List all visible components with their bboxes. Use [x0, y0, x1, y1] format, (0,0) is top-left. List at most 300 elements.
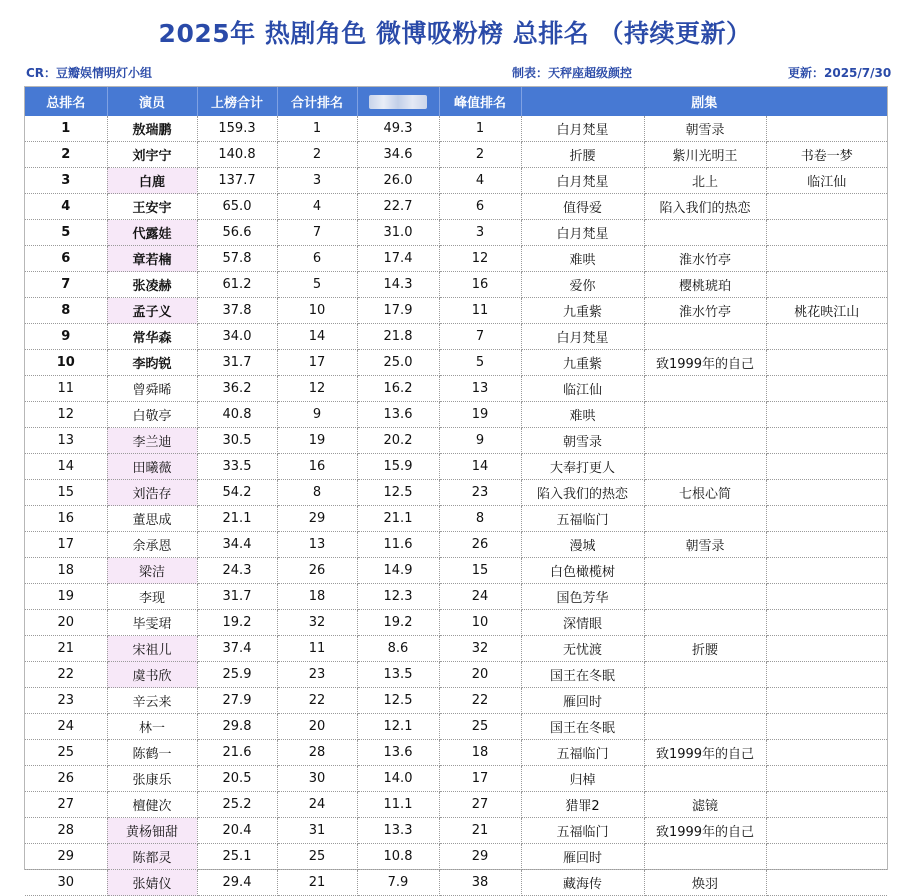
drama-cell-2: 朝雪录 [644, 116, 766, 142]
actor-cell: 李兰迪 [107, 428, 197, 454]
actor-cell: 章若楠 [107, 246, 197, 272]
peak-rank-cell: 13 [439, 376, 521, 402]
peak-rank-cell: 4 [439, 168, 521, 194]
header-total[interactable]: 上榜合计 [197, 87, 277, 116]
total-cell: 37.8 [197, 298, 277, 324]
peak-rank-cell: 32 [439, 636, 521, 662]
actor-cell: 董思成 [107, 506, 197, 532]
rank-cell: 5 [25, 220, 107, 246]
table-row [25, 740, 887, 766]
drama-cell-1: 爱你 [521, 272, 644, 298]
table-row [25, 350, 887, 376]
drama-cell-1: 五福临门 [521, 740, 644, 766]
rank-cell: 2 [25, 142, 107, 168]
total-rank-cell: 5 [277, 272, 357, 298]
blurred-header-text [369, 95, 427, 109]
rank-cell: 30 [25, 870, 107, 896]
drama-cell-3 [766, 506, 887, 532]
total-rank-cell: 6 [277, 246, 357, 272]
total-cell: 37.4 [197, 636, 277, 662]
rank-cell: 3 [25, 168, 107, 194]
peak-rank-cell: 18 [439, 740, 521, 766]
table-row [25, 194, 887, 220]
rank-cell: 24 [25, 714, 107, 740]
table-row [25, 584, 887, 610]
drama-cell-3 [766, 532, 887, 558]
actor-cell: 张凌赫 [107, 272, 197, 298]
table-row [25, 376, 887, 402]
drama-cell-3: 临江仙 [766, 168, 887, 194]
total-rank-cell: 9 [277, 402, 357, 428]
rank-cell: 26 [25, 766, 107, 792]
total-cell: 25.1 [197, 844, 277, 870]
peak-rank-cell: 10 [439, 610, 521, 636]
drama-cell-1: 无忧渡 [521, 636, 644, 662]
drama-cell-3 [766, 740, 887, 766]
blurred-value-cell: 12.5 [357, 480, 439, 506]
blurred-value-cell: 26.0 [357, 168, 439, 194]
drama-cell-3 [766, 350, 887, 376]
rank-cell: 16 [25, 506, 107, 532]
drama-cell-3 [766, 844, 887, 870]
table-row [25, 714, 887, 740]
total-cell: 29.8 [197, 714, 277, 740]
header-total-rank[interactable]: 合计排名 [277, 87, 357, 116]
rank-cell: 18 [25, 558, 107, 584]
drama-cell-2 [644, 714, 766, 740]
total-cell: 140.8 [197, 142, 277, 168]
rank-cell: 23 [25, 688, 107, 714]
total-rank-cell: 21 [277, 870, 357, 896]
drama-cell-2: 陷入我们的热恋 [644, 194, 766, 220]
table-row [25, 324, 887, 350]
header-peak-rank[interactable]: 峰值排名 [439, 87, 521, 116]
table-row [25, 766, 887, 792]
table-row [25, 532, 887, 558]
drama-cell-2 [644, 376, 766, 402]
blurred-value-cell: 49.3 [357, 116, 439, 142]
peak-rank-cell: 8 [439, 506, 521, 532]
blurred-value-cell: 19.2 [357, 610, 439, 636]
actor-cell: 王安宇 [107, 194, 197, 220]
total-cell: 61.2 [197, 272, 277, 298]
drama-cell-1: 五福临门 [521, 818, 644, 844]
table-row [25, 688, 887, 714]
actor-cell: 虞书欣 [107, 662, 197, 688]
actor-cell: 白敬亭 [107, 402, 197, 428]
peak-rank-cell: 20 [439, 662, 521, 688]
total-rank-cell: 11 [277, 636, 357, 662]
ranking-table-frame [24, 86, 888, 892]
drama-cell-3 [766, 558, 887, 584]
rank-cell: 4 [25, 194, 107, 220]
total-rank-cell: 17 [277, 350, 357, 376]
blurred-value-cell: 13.5 [357, 662, 439, 688]
table-row [25, 246, 887, 272]
actor-cell: 刘宇宁 [107, 142, 197, 168]
total-cell: 25.9 [197, 662, 277, 688]
rank-cell: 25 [25, 740, 107, 766]
total-cell: 20.4 [197, 818, 277, 844]
peak-rank-cell: 14 [439, 454, 521, 480]
peak-rank-cell: 19 [439, 402, 521, 428]
blurred-value-cell: 14.0 [357, 766, 439, 792]
total-rank-cell: 3 [277, 168, 357, 194]
table-row [25, 844, 887, 870]
blurred-value-cell: 22.7 [357, 194, 439, 220]
drama-cell-1: 难哄 [521, 402, 644, 428]
drama-cell-1: 归棹 [521, 766, 644, 792]
drama-cell-3 [766, 402, 887, 428]
drama-cell-1: 白月梵星 [521, 324, 644, 350]
drama-cell-2: 致1999年的自己 [644, 818, 766, 844]
drama-cell-2: 淮水竹亭 [644, 246, 766, 272]
drama-cell-2 [644, 402, 766, 428]
blurred-value-cell: 14.9 [357, 558, 439, 584]
rank-cell: 12 [25, 402, 107, 428]
drama-cell-3 [766, 428, 887, 454]
total-rank-cell: 20 [277, 714, 357, 740]
blurred-value-cell: 12.1 [357, 714, 439, 740]
total-cell: 56.6 [197, 220, 277, 246]
actor-cell: 张婧仪 [107, 870, 197, 896]
drama-cell-3 [766, 766, 887, 792]
total-cell: 27.9 [197, 688, 277, 714]
table-row [25, 610, 887, 636]
table-header [25, 87, 887, 116]
drama-cell-1: 漫城 [521, 532, 644, 558]
actor-cell: 林一 [107, 714, 197, 740]
blurred-value-cell: 17.9 [357, 298, 439, 324]
drama-cell-2 [644, 220, 766, 246]
rank-cell: 13 [25, 428, 107, 454]
total-cell: 65.0 [197, 194, 277, 220]
total-rank-cell: 10 [277, 298, 357, 324]
total-cell: 21.1 [197, 506, 277, 532]
rank-cell: 22 [25, 662, 107, 688]
header-actor[interactable]: 演员 [107, 87, 197, 116]
drama-cell-3 [766, 194, 887, 220]
actor-cell: 曾舜晞 [107, 376, 197, 402]
total-cell: 137.7 [197, 168, 277, 194]
drama-cell-2 [644, 844, 766, 870]
table-row [25, 428, 887, 454]
peak-rank-cell: 29 [439, 844, 521, 870]
total-rank-cell: 29 [277, 506, 357, 532]
maker-label: 制表：天秤座超级颜控 [512, 66, 633, 80]
drama-cell-3 [766, 246, 887, 272]
peak-rank-cell: 6 [439, 194, 521, 220]
total-cell: 20.5 [197, 766, 277, 792]
total-rank-cell: 24 [277, 792, 357, 818]
total-rank-cell: 13 [277, 532, 357, 558]
total-rank-cell: 1 [277, 116, 357, 142]
drama-cell-3 [766, 792, 887, 818]
credit-label: CR：豆瓣娱情明灯小组 [26, 66, 153, 80]
drama-cell-1: 白月梵星 [521, 220, 644, 246]
rank-cell: 9 [25, 324, 107, 350]
total-rank-cell: 30 [277, 766, 357, 792]
peak-rank-cell: 1 [439, 116, 521, 142]
blurred-value-cell: 11.1 [357, 792, 439, 818]
rank-cell: 11 [25, 376, 107, 402]
total-cell: 25.2 [197, 792, 277, 818]
peak-rank-cell: 7 [439, 324, 521, 350]
peak-rank-cell: 22 [439, 688, 521, 714]
total-cell: 31.7 [197, 584, 277, 610]
table-row [25, 636, 887, 662]
actor-cell: 辛云来 [107, 688, 197, 714]
table-row [25, 818, 887, 844]
actor-cell: 常华森 [107, 324, 197, 350]
peak-rank-cell: 15 [439, 558, 521, 584]
peak-rank-cell: 25 [439, 714, 521, 740]
blurred-value-cell: 21.8 [357, 324, 439, 350]
total-cell: 24.3 [197, 558, 277, 584]
rank-cell: 7 [25, 272, 107, 298]
peak-rank-cell: 5 [439, 350, 521, 376]
drama-cell-2: 致1999年的自己 [644, 740, 766, 766]
page-title: 2025年 热剧角色 微博吸粉榜 总排名 （持续更新） [158, 19, 752, 48]
drama-cell-1: 折腰 [521, 142, 644, 168]
total-cell: 33.5 [197, 454, 277, 480]
blurred-value-cell: 31.0 [357, 220, 439, 246]
drama-cell-3 [766, 662, 887, 688]
table-row [25, 272, 887, 298]
drama-cell-2 [644, 324, 766, 350]
total-cell: 30.5 [197, 428, 277, 454]
total-rank-cell: 31 [277, 818, 357, 844]
drama-cell-3 [766, 610, 887, 636]
drama-cell-2: 北上 [644, 168, 766, 194]
total-rank-cell: 26 [277, 558, 357, 584]
total-rank-cell: 19 [277, 428, 357, 454]
blurred-value-cell: 13.6 [357, 402, 439, 428]
rank-cell: 28 [25, 818, 107, 844]
rank-cell: 20 [25, 610, 107, 636]
drama-cell-2 [644, 558, 766, 584]
drama-cell-2 [644, 766, 766, 792]
drama-cell-1: 九重紫 [521, 298, 644, 324]
drama-cell-3 [766, 870, 887, 896]
actor-cell: 敖瑞鹏 [107, 116, 197, 142]
ranking-table [25, 87, 887, 896]
drama-cell-2: 淮水竹亭 [644, 298, 766, 324]
total-rank-cell: 18 [277, 584, 357, 610]
drama-cell-3: 书卷一梦 [766, 142, 887, 168]
drama-cell-1: 雁回时 [521, 688, 644, 714]
drama-cell-1: 值得爱 [521, 194, 644, 220]
rank-cell: 17 [25, 532, 107, 558]
drama-cell-2 [644, 454, 766, 480]
rank-cell: 15 [25, 480, 107, 506]
actor-cell: 宋祖儿 [107, 636, 197, 662]
peak-rank-cell: 38 [439, 870, 521, 896]
total-cell: 34.0 [197, 324, 277, 350]
total-cell: 34.4 [197, 532, 277, 558]
blurred-value-cell: 14.3 [357, 272, 439, 298]
blurred-value-cell: 12.3 [357, 584, 439, 610]
actor-cell: 陈鹤一 [107, 740, 197, 766]
peak-rank-cell: 27 [439, 792, 521, 818]
blurred-value-cell: 10.8 [357, 844, 439, 870]
actor-cell: 檀健次 [107, 792, 197, 818]
rank-cell: 19 [25, 584, 107, 610]
table-row [25, 402, 887, 428]
blurred-value-cell: 20.2 [357, 428, 439, 454]
update-date: 更新：2025/7/30 [788, 66, 892, 80]
table-row [25, 792, 887, 818]
actor-cell: 孟子义 [107, 298, 197, 324]
total-rank-cell: 22 [277, 688, 357, 714]
table-row [25, 298, 887, 324]
total-rank-cell: 28 [277, 740, 357, 766]
actor-cell: 黄杨钿甜 [107, 818, 197, 844]
drama-cell-3 [766, 324, 887, 350]
drama-cell-1: 五福临门 [521, 506, 644, 532]
drama-cell-1: 雁回时 [521, 844, 644, 870]
drama-cell-3 [766, 818, 887, 844]
blurred-value-cell: 12.5 [357, 688, 439, 714]
actor-cell: 余承恩 [107, 532, 197, 558]
total-rank-cell: 12 [277, 376, 357, 402]
drama-cell-1: 国色芳华 [521, 584, 644, 610]
drama-cell-2 [644, 662, 766, 688]
drama-cell-1: 陷入我们的热恋 [521, 480, 644, 506]
drama-cell-3 [766, 480, 887, 506]
actor-cell: 代露娃 [107, 220, 197, 246]
drama-cell-2: 七根心简 [644, 480, 766, 506]
drama-cell-1: 临江仙 [521, 376, 644, 402]
header-overall-rank[interactable]: 总排名 [25, 87, 107, 116]
total-cell: 29.4 [197, 870, 277, 896]
drama-cell-3: 桃花映江山 [766, 298, 887, 324]
blurred-value-cell: 21.1 [357, 506, 439, 532]
total-cell: 40.8 [197, 402, 277, 428]
drama-cell-2 [644, 506, 766, 532]
actor-cell: 刘浩存 [107, 480, 197, 506]
drama-cell-2: 致1999年的自己 [644, 350, 766, 376]
rank-cell: 1 [25, 116, 107, 142]
total-cell: 159.3 [197, 116, 277, 142]
total-rank-cell: 14 [277, 324, 357, 350]
blurred-value-cell: 13.6 [357, 740, 439, 766]
blurred-value-cell: 16.2 [357, 376, 439, 402]
blurred-value-cell: 8.6 [357, 636, 439, 662]
drama-cell-3 [766, 636, 887, 662]
peak-rank-cell: 11 [439, 298, 521, 324]
drama-cell-2 [644, 584, 766, 610]
blurred-value-cell: 25.0 [357, 350, 439, 376]
actor-cell: 毕雯珺 [107, 610, 197, 636]
peak-rank-cell: 9 [439, 428, 521, 454]
drama-cell-1: 猎罪2 [521, 792, 644, 818]
actor-cell: 陈都灵 [107, 844, 197, 870]
total-cell: 31.7 [197, 350, 277, 376]
table-row [25, 558, 887, 584]
actor-cell: 田曦薇 [107, 454, 197, 480]
header-dramas[interactable]: 剧集 [521, 87, 887, 116]
rank-cell: 27 [25, 792, 107, 818]
drama-cell-2 [644, 428, 766, 454]
actor-cell: 张康乐 [107, 766, 197, 792]
table-row [25, 116, 887, 142]
peak-rank-cell: 17 [439, 766, 521, 792]
drama-cell-3 [766, 272, 887, 298]
total-rank-cell: 32 [277, 610, 357, 636]
blurred-value-cell: 17.4 [357, 246, 439, 272]
table-row [25, 506, 887, 532]
drama-cell-2: 樱桃琥珀 [644, 272, 766, 298]
table-row [25, 662, 887, 688]
peak-rank-cell: 3 [439, 220, 521, 246]
drama-cell-1: 藏海传 [521, 870, 644, 896]
drama-cell-3 [766, 688, 887, 714]
drama-cell-3 [766, 454, 887, 480]
header-blurred[interactable] [357, 87, 439, 116]
drama-cell-2: 朝雪录 [644, 532, 766, 558]
total-rank-cell: 16 [277, 454, 357, 480]
table-body [25, 116, 887, 896]
drama-cell-1: 白月梵星 [521, 116, 644, 142]
peak-rank-cell: 26 [439, 532, 521, 558]
total-cell: 21.6 [197, 740, 277, 766]
blurred-value-cell: 7.9 [357, 870, 439, 896]
rank-cell: 6 [25, 246, 107, 272]
total-cell: 36.2 [197, 376, 277, 402]
blurred-value-cell: 13.3 [357, 818, 439, 844]
drama-cell-2: 滤镜 [644, 792, 766, 818]
peak-rank-cell: 23 [439, 480, 521, 506]
peak-rank-cell: 2 [439, 142, 521, 168]
actor-cell: 李现 [107, 584, 197, 610]
peak-rank-cell: 12 [439, 246, 521, 272]
table-row [25, 870, 887, 896]
blurred-value-cell: 34.6 [357, 142, 439, 168]
drama-cell-2: 紫川光明王 [644, 142, 766, 168]
drama-cell-1: 白月梵星 [521, 168, 644, 194]
total-rank-cell: 25 [277, 844, 357, 870]
drama-cell-3 [766, 714, 887, 740]
total-rank-cell: 8 [277, 480, 357, 506]
drama-cell-1: 国王在冬眠 [521, 714, 644, 740]
table-row [25, 480, 887, 506]
drama-cell-2 [644, 610, 766, 636]
table-row [25, 142, 887, 168]
drama-cell-1: 国王在冬眠 [521, 662, 644, 688]
drama-cell-3 [766, 116, 887, 142]
table-row [25, 168, 887, 194]
rank-cell: 14 [25, 454, 107, 480]
peak-rank-cell: 16 [439, 272, 521, 298]
total-rank-cell: 7 [277, 220, 357, 246]
total-rank-cell: 23 [277, 662, 357, 688]
actor-cell: 梁洁 [107, 558, 197, 584]
drama-cell-1: 九重紫 [521, 350, 644, 376]
drama-cell-3 [766, 220, 887, 246]
rank-cell: 21 [25, 636, 107, 662]
total-rank-cell: 2 [277, 142, 357, 168]
drama-cell-2: 折腰 [644, 636, 766, 662]
drama-cell-1: 大奉打更人 [521, 454, 644, 480]
peak-rank-cell: 24 [439, 584, 521, 610]
rank-cell: 8 [25, 298, 107, 324]
actor-cell: 李昀锐 [107, 350, 197, 376]
total-cell: 19.2 [197, 610, 277, 636]
drama-cell-3 [766, 376, 887, 402]
total-cell: 57.8 [197, 246, 277, 272]
rank-cell: 10 [25, 350, 107, 376]
